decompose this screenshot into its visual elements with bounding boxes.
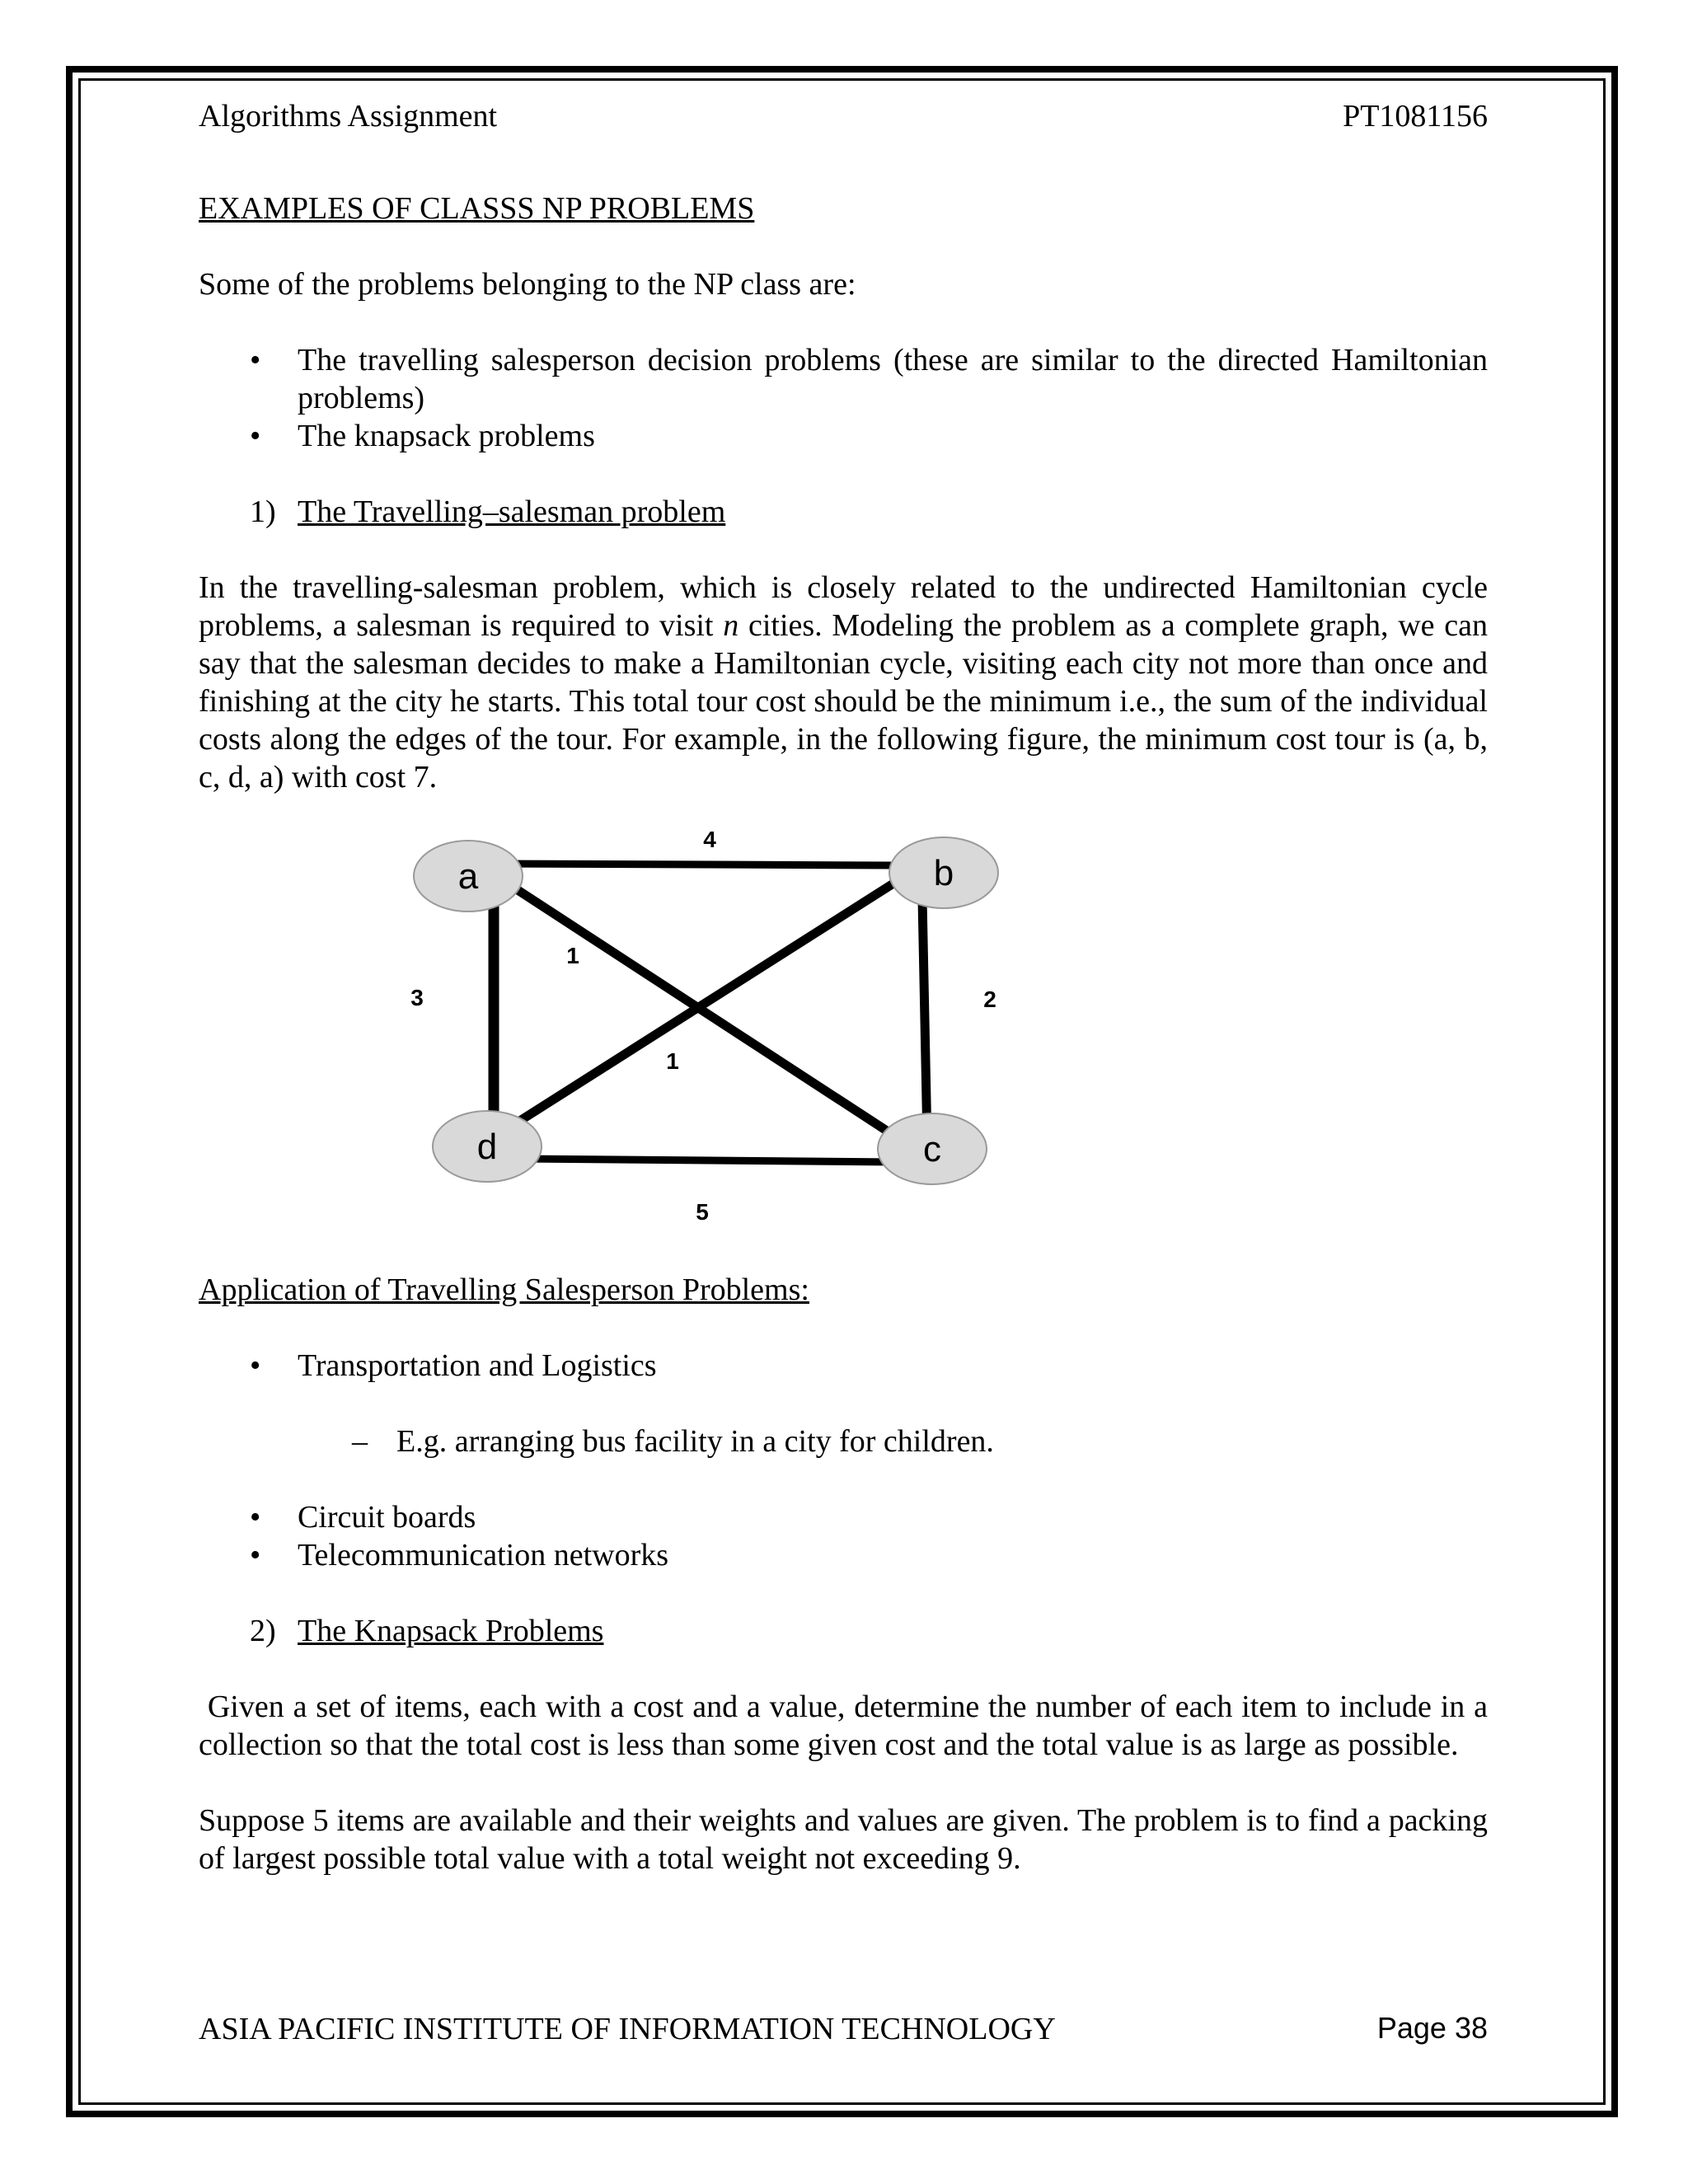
tsp-heading-text: The Travelling–salesman problem [298, 494, 726, 529]
list-item [199, 417, 1488, 455]
footer-page-number: Page 38 [1376, 2011, 1488, 2045]
node-label-d: d [476, 1127, 498, 1167]
knapsack-paragraph-2: Suppose 5 items are available and their weights and values are given. The problem is to find a packing of largest possible total value with a total weight not exceeding 9. [199, 1803, 1488, 1876]
list-item-text: The knapsack problems [298, 419, 595, 453]
edge-c-d [518, 1159, 894, 1162]
page-header [199, 97, 1488, 135]
bullet-icon: • [250, 343, 261, 377]
page-content [199, 97, 1496, 1877]
node-label-c: c [923, 1129, 941, 1169]
section-title: EXAMPLES OF CLASSS NP PROBLEMS [199, 191, 755, 226]
knapsack-heading [199, 1612, 1488, 1650]
list-item-text: Telecommunication networks [298, 1538, 669, 1572]
weight-label-b-c: 2 [983, 987, 996, 1012]
node-label-a: a [457, 856, 479, 897]
weight-label-b-d: 1 [666, 1048, 679, 1074]
list-item [199, 1347, 1488, 1385]
list-item-text: Circuit boards [298, 1500, 476, 1535]
sub-item-text: E.g. arranging bus facility in a city for children. [396, 1424, 994, 1459]
tsp-graph-svg [388, 829, 1212, 1241]
bullet-icon: • [250, 419, 261, 453]
weight-label-d-a: 3 [410, 985, 424, 1010]
applications-list [199, 1347, 1488, 1385]
tsp-graph-figure [388, 829, 1212, 1241]
weight-label-c-d: 5 [696, 1199, 709, 1225]
dash-icon: – [352, 1424, 368, 1459]
bullet-icon: • [250, 1348, 261, 1383]
node-label-b: b [933, 853, 954, 893]
knapsack-heading-text: The Knapsack Problems [298, 1614, 604, 1648]
footer-institute: ASIA PACIFIC INSTITUTE OF INFORMATION TECHNOLOGY [199, 2012, 1056, 2046]
tsp-paragraph-variable: n [723, 608, 739, 643]
header-student-id: PT1081156 [1343, 99, 1488, 134]
tsp-number: 1) [250, 494, 276, 529]
tsp-paragraph-part1: In the travelling-salesman problem, which is closely related to the undirected Hamiltonian cycle problems, a salesman is required to visit [199, 570, 1488, 643]
knapsack-number: 2) [250, 1614, 276, 1648]
tsp-heading [199, 493, 1488, 531]
header-title: Algorithms Assignment [199, 99, 498, 134]
tsp-paragraph-part2: cities. Modeling the problem as a complete graph, we can say that the salesman decides to make a Hamiltonian cycle, visiting each city not more than once and finishing at the city he starts. This total tour cost should be the minimum i.e., the sum of the individual costs along the edges of the tour. For example, in the following figure, the minimum cost tour is (a, b, c, d, a) with cost 7. [199, 608, 1488, 794]
list-item-text: Transportation and Logistics [298, 1348, 657, 1383]
bullet-icon: • [250, 1538, 261, 1572]
weight-label-a-b: 4 [703, 829, 716, 852]
knapsack-paragraph-1: Given a set of items, each with a cost and a value, determine the number of each item to include in a collection so that the total cost is less than some given cost and the total value is as large as possible. [199, 1690, 1496, 1762]
applications-heading: Application of Travelling Salesperson Problems: [199, 1272, 809, 1307]
edge-a-b [508, 864, 893, 865]
weight-label-a-c: 1 [566, 943, 579, 968]
np-problem-list [199, 341, 1488, 455]
list-item [199, 1498, 1488, 1536]
bullet-icon: • [250, 1500, 261, 1535]
applications-list-continued [199, 1498, 1488, 1574]
list-item [199, 341, 1488, 417]
tsp-paragraph [199, 569, 1488, 796]
page-footer [199, 2011, 1488, 2047]
intro-text: Some of the problems belonging to the NP class are: [199, 267, 856, 302]
applications-sub-item [199, 1422, 1488, 1460]
edge-b-c [922, 898, 927, 1142]
list-item-text: The travelling salesperson decision problems (these are similar to the directed Hamiltonian problems) [298, 343, 1488, 415]
list-item [199, 1536, 1488, 1574]
